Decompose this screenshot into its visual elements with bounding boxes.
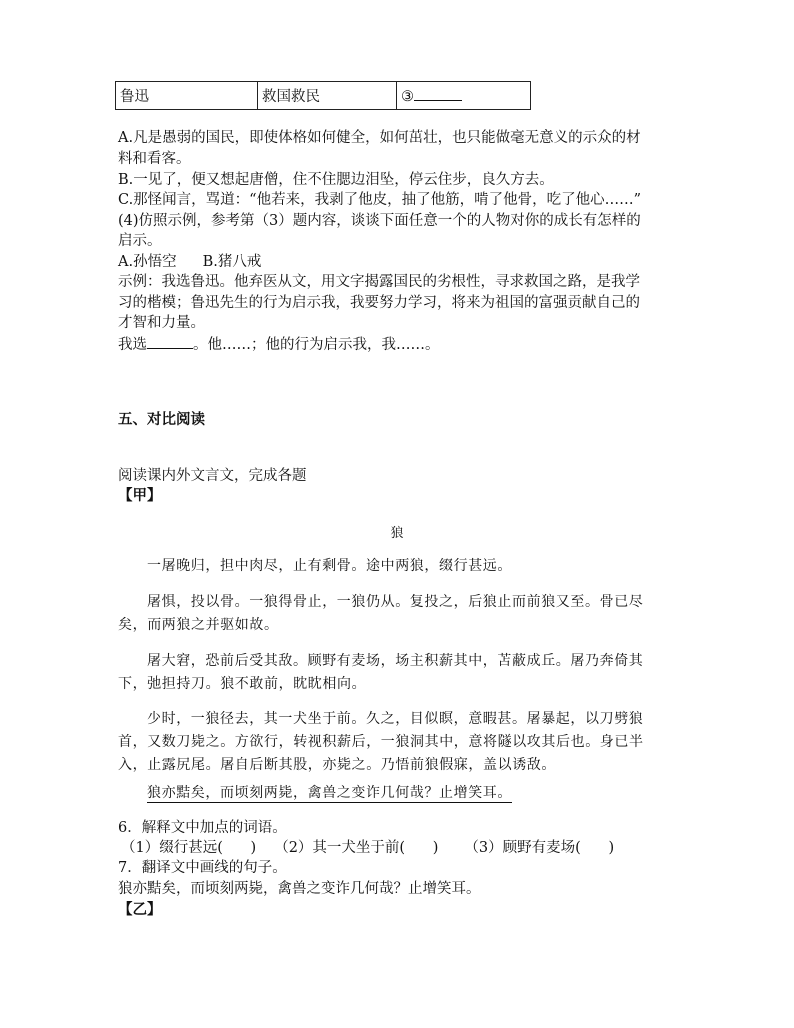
example-line3: 才智和力量。 [118, 315, 205, 331]
question-7-sentence: 狼亦黠矣，而顷刻两毙，禽兽之变诈几何哉？止增笑耳。 [118, 881, 481, 897]
passage-p1: 一屠晚归，担中肉尽，止有剩骨。途中两狼，缀行甚远。 [147, 558, 512, 574]
table-cell-trait: 救国救民 [258, 82, 397, 110]
answer-table [115, 81, 531, 110]
circled-number: ③ [401, 89, 414, 105]
label-jia: 【甲】 [118, 487, 162, 504]
question-4-line1: (4)仿照示例，参考第（3）题内容，谈谈下面任意一个的人物对你的成长有怎样的 [118, 213, 641, 229]
passage-title: 狼 [390, 526, 404, 541]
q6-item-1: （1）缀行甚远( ) [121, 840, 257, 856]
answer-template [118, 334, 440, 355]
section-5-intro: 阅读课内外文言文，完成各题 [118, 468, 307, 484]
q6-item-2: （2）其一犬坐于前( ) [274, 840, 439, 856]
example-line2: 习的楷模；鲁迅先生的行为启示我，我要努力学习，将来为祖国的富强贡献自己的 [118, 295, 640, 311]
table-row [116, 82, 531, 110]
passage-p2-line2: 矣，而两狼之并驱如故。 [118, 617, 279, 633]
table-cell-blank [397, 82, 531, 110]
passage-p3-line1: 屠大窘，恐前后受其敌。顾野有麦场，场主积薪其中，苫蔽成丘。屠乃奔倚其 [147, 653, 644, 669]
answer-prefix: 我选 [118, 337, 147, 353]
option-b: B.一见了，便又想起唐僧，住不住腮边泪坠，停云住步，良久方去。 [118, 172, 554, 188]
option-c: C.那怪闻言，骂道：“他若来，我剥了他皮，抽了他筋，啃了他骨，吃了他心……” [118, 192, 642, 208]
question-4-options [118, 252, 261, 272]
passage-p4-line2: 首，又数刀毙之。方欲行，转视积薪后，一狼洞其中，意将隧以攻其后也。身已半 [118, 734, 644, 750]
question-7-title: 7．翻译文中画线的句子。 [118, 860, 287, 876]
q6-item-3: （3）顾野有麦场( ) [464, 840, 615, 856]
label-yi: 【乙】 [118, 901, 162, 918]
passage-p3-line2: 下，弛担持刀。狼不敢前，眈眈相向。 [118, 676, 367, 692]
passage-p4-line3: 入，止露尻尾。屠自后断其股，亦毙之。乃悟前狼假寐，盖以诱敌。 [118, 757, 556, 773]
underlined-sentence: 狼亦黠矣，而顷刻两毙，禽兽之变诈几何哉？止增笑耳。 [147, 785, 512, 801]
example-line1: 示例：我选鲁迅。他弃医从文，用文字揭露国民的劣根性，寻求救国之路，是我学 [118, 274, 640, 290]
option-sun-wukong: A.孙悟空 [118, 254, 177, 270]
table-cell-name: 鲁迅 [116, 82, 258, 110]
section-5-heading: 五、对比阅读 [118, 412, 205, 428]
answer-suffix: 。他……；他的行为启示我，我……。 [193, 337, 440, 353]
question-6-title: 6．解释文中加点的词语。 [118, 820, 287, 836]
fill-blank [414, 86, 462, 101]
option-a-line2: 料和看客。 [118, 151, 191, 167]
question-4-line2: 启示。 [118, 233, 162, 249]
option-zhu-bajie: B.猪八戒 [202, 254, 262, 270]
passage-p5 [147, 783, 512, 803]
option-a-line1: A.凡是愚弱的国民，即使体格如何健全，如何茁壮，也只能做毫无意义的示众的材 [118, 130, 641, 146]
passage-p4-line1: 少时，一狼径去，其一犬坐于前。久之，目似瞑，意暇甚。屠暴起，以刀劈狼 [147, 711, 644, 727]
passage-p2-line1: 屠惧，投以骨。一狼得骨止，一狼仍从。复投之，后狼止而前狼又至。骨已尽 [147, 594, 644, 610]
answer-blank [147, 334, 193, 349]
question-6-items [121, 838, 614, 858]
